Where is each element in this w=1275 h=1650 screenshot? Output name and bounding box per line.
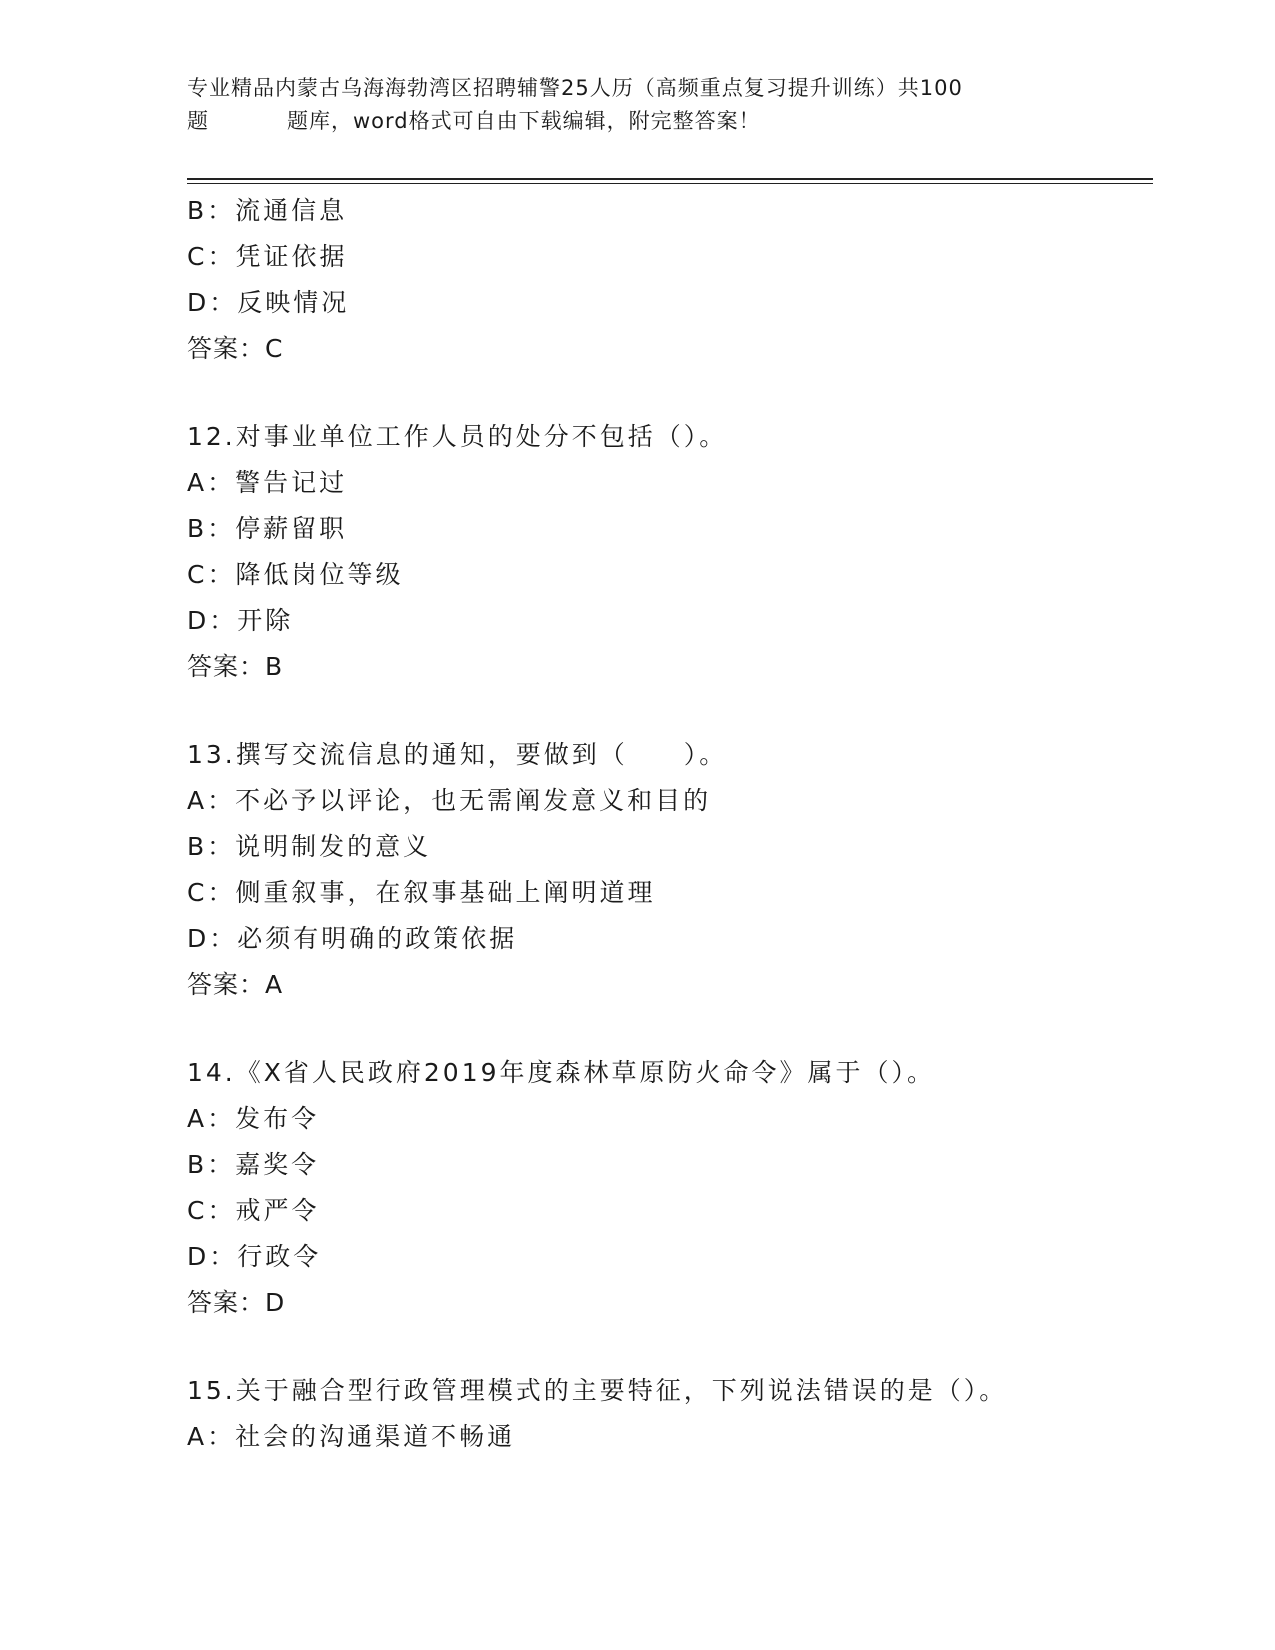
question-partial [187, 188, 1147, 372]
option: C：凭证依据 [187, 242, 348, 271]
option: D：必须有明确的政策依据 [187, 924, 518, 953]
answer: 答案：A [187, 970, 284, 999]
option: C：戒严令 [187, 1196, 320, 1225]
option: B：嘉奖令 [187, 1150, 320, 1179]
option: C：降低岗位等级 [187, 560, 404, 589]
header-line-2-b: 题库，word格式可自由下载编辑，附完整答案！ [287, 109, 761, 133]
option: D：开除 [187, 606, 294, 635]
question-stem: 14.《X省人民政府2019年度森林草原防火命令》属于（）。 [187, 1058, 936, 1087]
option: C：侧重叙事，在叙事基础上阐明道理 [187, 878, 656, 907]
option: D：反映情况 [187, 288, 350, 317]
answer: 答案：B [187, 652, 284, 681]
question-14 [187, 1050, 1147, 1326]
question-list [187, 188, 1147, 1460]
option: B：说明制发的意义 [187, 832, 432, 861]
header-rule-thick [187, 178, 1153, 180]
question-15 [187, 1368, 1147, 1460]
header-line-1: 专业精品内蒙古乌海海勃湾区招聘辅警25人历（高频重点复习提升训练）共100 [187, 76, 963, 100]
option: A：发布令 [187, 1104, 320, 1133]
option: A：不必予以评论，也无需阐发意义和目的 [187, 786, 712, 815]
answer: 答案：C [187, 334, 284, 363]
option: B：流通信息 [187, 196, 348, 225]
header-line-2 [187, 105, 1107, 138]
question-stem: 12.对事业单位工作人员的处分不包括（）。 [187, 422, 728, 451]
option: A：警告记过 [187, 468, 348, 497]
header-rule-thin [187, 183, 1153, 184]
question-13 [187, 732, 1147, 1008]
answer: 答案：D [187, 1288, 286, 1317]
question-12 [187, 414, 1147, 690]
option: A：社会的沟通渠道不畅通 [187, 1422, 516, 1451]
question-stem: 13.撰写交流信息的通知，要做到（ ）。 [187, 740, 728, 769]
header-line-2-a: 题 [187, 109, 209, 133]
option: B：停薪留职 [187, 514, 348, 543]
option: D：行政令 [187, 1242, 322, 1271]
document-header [187, 72, 1107, 138]
question-stem: 15.关于融合型行政管理模式的主要特征，下列说法错误的是（）。 [187, 1376, 1008, 1405]
